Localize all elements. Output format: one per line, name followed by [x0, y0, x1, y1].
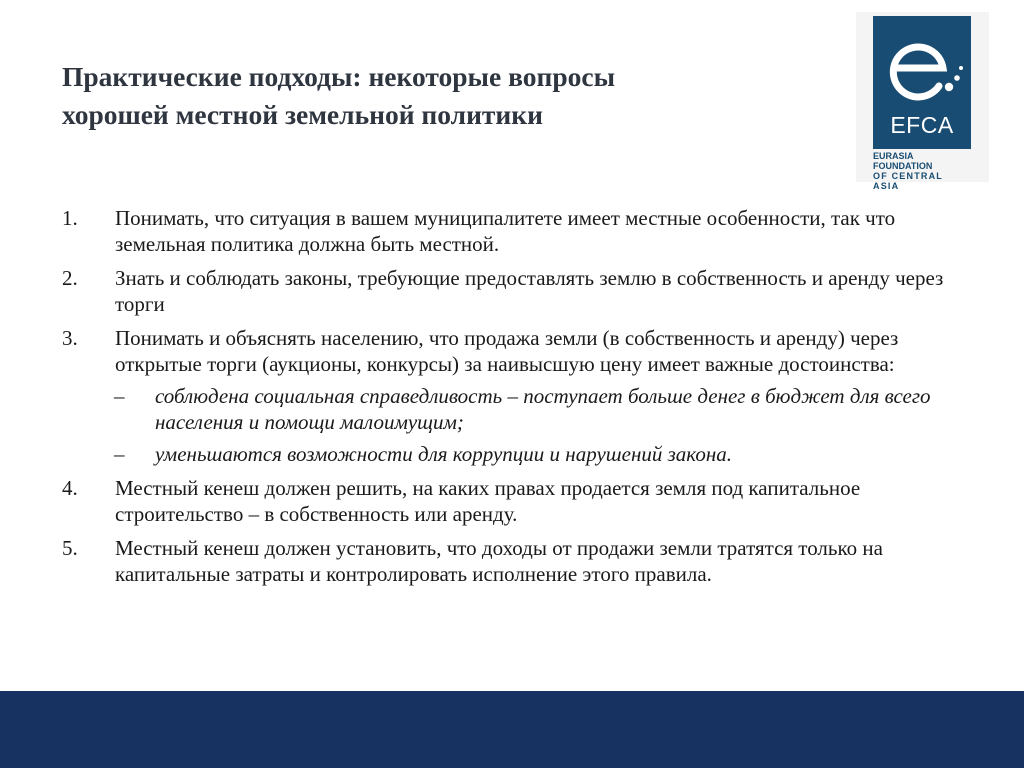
list-item-text: Местный кенеш должен решить, на каких правах продается земля под капитальное строительство – в собственность или аренду. — [115, 476, 861, 526]
list-item-text: Местный кенеш должен установить, что доходы от продажи земли тратятся только на капитальные затраты и контролировать исполнение этого правила. — [115, 536, 883, 586]
list-item-number: 1. — [62, 206, 78, 230]
list-item-3 — [62, 325, 982, 467]
sub-list-item-text: уменьшаются возможности для коррупции и нарушений закона. — [155, 442, 732, 466]
slide-title — [62, 58, 822, 134]
efca-logo-subtitle — [873, 151, 971, 191]
list-item-5 — [62, 535, 982, 587]
sub-list — [115, 383, 982, 467]
sub-list-dash: – — [114, 384, 125, 408]
list-item-1 — [62, 205, 982, 257]
list-item-text: Знать и соблюдать законы, требующие предоставлять землю в собственность и аренду через торги — [115, 266, 944, 316]
list-item-4 — [62, 475, 982, 527]
list-item-number: 3. — [62, 326, 78, 350]
efca-logo-box — [873, 16, 971, 149]
sub-list-dash: – — [114, 442, 125, 466]
list-item-number: 4. — [62, 476, 78, 500]
sub-list-item-1 — [62, 383, 982, 435]
efca-logo — [856, 12, 989, 191]
numbered-list — [62, 205, 982, 595]
efca-subtitle-line-2: OF CENTRAL ASIA — [873, 171, 943, 191]
list-item-number: 5. — [62, 536, 78, 560]
slide-title-line-1: Практические подходы: некоторые вопросы — [62, 61, 616, 92]
slide-title-line-2: хорошей местной земельной политики — [62, 99, 543, 130]
list-item-2 — [62, 265, 982, 317]
sub-list-item-2 — [62, 441, 982, 467]
list-item-text: Понимать, что ситуация в вашем муниципалитете имеет местные особенности, так что земельная политика должна быть местной. — [115, 206, 896, 256]
footer-band — [0, 691, 1024, 768]
efca-acronym: EFCA — [890, 112, 954, 138]
list-item-number: 2. — [62, 266, 78, 290]
efca-subtitle-line-1: EURASIA FOUNDATION — [873, 151, 933, 171]
sub-list-item-text: соблюдена социальная справедливость – поступает больше денег в бюджет для всего населения и помощи малоимущим; — [155, 384, 931, 434]
list-item-text: Понимать и объяснять населению, что продажа земли (в собственность и аренду) через открытые торги (аукционы, конкурсы) за наивысшую цену имеет важные достоинства: — [115, 326, 899, 376]
efca-e-mark-icon — [873, 16, 971, 112]
